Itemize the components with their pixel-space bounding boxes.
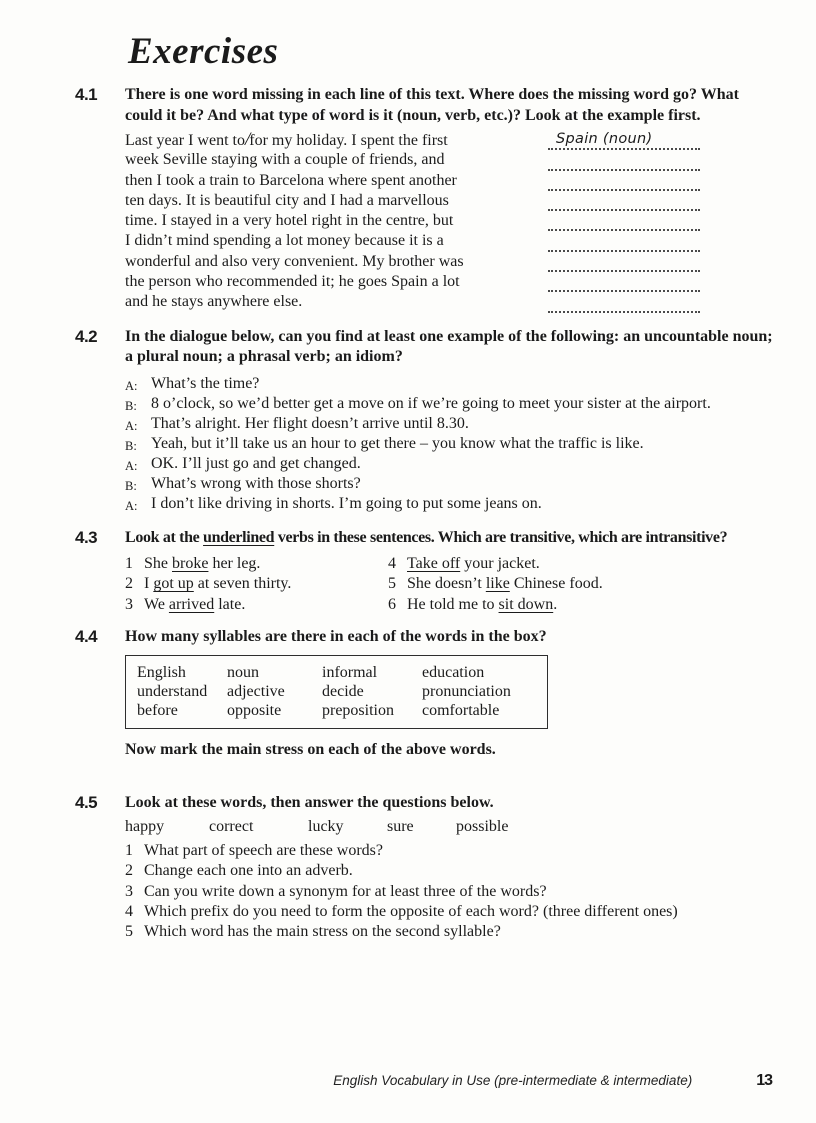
dialogue-line bbox=[125, 374, 774, 394]
dialogue bbox=[125, 374, 774, 514]
sentence-item: 5 She doesn’t like Chinese food. bbox=[388, 575, 603, 593]
exercise-body bbox=[125, 528, 774, 615]
answer-blank bbox=[548, 255, 700, 272]
exercise-body bbox=[125, 793, 774, 942]
passage-text: ten days. It is beautiful city and I had a marvellous bbox=[125, 191, 449, 209]
gap-fill-passage bbox=[125, 130, 774, 313]
speaker-label: B: bbox=[125, 438, 137, 453]
word-item: lucky bbox=[308, 817, 344, 835]
underlined-verb: sit down bbox=[498, 595, 554, 613]
answer-blank bbox=[548, 235, 700, 252]
followup-instruction: Now mark the main stress on each of the above words. bbox=[125, 741, 496, 759]
underlined-verb: broke bbox=[172, 555, 209, 573]
box-word: understand bbox=[137, 682, 208, 700]
exercise-instruction: Look at the underlined verbs in these sentences. Which are transitive, which are intransitive? bbox=[125, 528, 728, 546]
word-item: happy bbox=[125, 817, 165, 835]
dialogue-text: I don’t like driving in shorts. I’m going to put some jeans on. bbox=[151, 494, 542, 512]
exercise-number: 4.5 bbox=[75, 793, 98, 813]
speaker-label: A: bbox=[125, 418, 138, 433]
answer-blank bbox=[548, 154, 700, 171]
exercise-number: 4.3 bbox=[75, 527, 98, 547]
question-item: 4 Which prefix do you need to form the opposite of each word? (three different ones) bbox=[125, 902, 678, 920]
underlined-verb: got up bbox=[153, 575, 194, 593]
underlined-verb: arrived bbox=[168, 595, 215, 613]
box-word: decide bbox=[322, 682, 364, 700]
box-word: comfortable bbox=[422, 702, 500, 720]
dialogue-text: Yeah, but it’ll take us an hour to get there – you know what the traffic is like. bbox=[151, 434, 644, 452]
dialogue-line bbox=[125, 454, 774, 474]
exercise-4-2 bbox=[75, 327, 774, 514]
passage-text: week Seville staying with a couple of friends, and bbox=[125, 151, 445, 169]
question-list bbox=[125, 841, 774, 942]
sentence-item: 2 I got up at seven thirty. bbox=[125, 575, 292, 593]
answer-blank bbox=[548, 194, 700, 211]
page-footer bbox=[333, 1072, 772, 1090]
box-word: opposite bbox=[227, 702, 282, 720]
box-word: informal bbox=[322, 663, 378, 681]
passage-text: then I took a train to Barcelona where spent another bbox=[125, 171, 457, 189]
passage-line bbox=[125, 211, 774, 231]
passage-line bbox=[125, 272, 774, 292]
speaker-label: A: bbox=[125, 458, 138, 473]
word-item: possible bbox=[456, 817, 509, 835]
passage-text: the person who recommended it; he goes Spain a lot bbox=[125, 273, 460, 291]
box-word: preposition bbox=[322, 702, 394, 720]
dialogue-text: What’s the time? bbox=[151, 374, 260, 392]
insertion-caret: / bbox=[244, 129, 250, 150]
exercise-number: 4.4 bbox=[75, 627, 98, 647]
underlined-verb: like bbox=[485, 575, 510, 593]
answer-blank bbox=[548, 174, 700, 191]
answer-blank bbox=[548, 296, 700, 313]
passage-text: I didn’t mind spending a lot money because it is a bbox=[125, 232, 444, 250]
footer-book-title: English Vocabulary in Use (pre-intermediate & intermediate) bbox=[333, 1073, 693, 1088]
exercise-body bbox=[125, 85, 774, 313]
sentence-list bbox=[125, 554, 774, 615]
dialogue-line bbox=[125, 474, 774, 494]
exercise-4-3 bbox=[75, 528, 774, 615]
exercise-4-5 bbox=[75, 793, 774, 942]
word-box-row bbox=[137, 663, 536, 682]
dialogue-text: 8 o’clock, so we’d better get a move on if we’re going to meet your sister at the airport. bbox=[151, 394, 711, 412]
box-word: English bbox=[137, 663, 186, 681]
box-word: pronunciation bbox=[422, 682, 511, 700]
handwritten-answer: Spain (noun) bbox=[556, 131, 653, 147]
exercise-number: 4.1 bbox=[75, 85, 98, 104]
dialogue-line bbox=[125, 494, 774, 514]
box-word: noun bbox=[227, 663, 259, 681]
question-item: 2 Change each one into an adverb. bbox=[125, 862, 353, 880]
passage-line bbox=[125, 130, 774, 150]
dialogue-line bbox=[125, 414, 774, 434]
answer-blank bbox=[548, 214, 700, 231]
exercise-number: 4.2 bbox=[75, 326, 98, 346]
underlined-verb: Take off bbox=[407, 555, 461, 573]
dialogue-text: That’s alright. Her flight doesn’t arrive until 8.30. bbox=[151, 414, 469, 432]
answer-blank bbox=[548, 133, 700, 150]
box-word: before bbox=[137, 702, 178, 720]
page-title: Exercises bbox=[128, 31, 279, 72]
speaker-label: B: bbox=[125, 398, 137, 413]
answer-blank bbox=[548, 275, 700, 292]
sentence-item: 4 Take off your jacket. bbox=[388, 555, 540, 573]
passage-line bbox=[125, 191, 774, 211]
dialogue-text: What’s wrong with those shorts? bbox=[151, 474, 361, 492]
passage-text: and he stays anywhere else. bbox=[125, 293, 303, 311]
word-item: sure bbox=[387, 817, 414, 835]
passage-text: time. I stayed in a very hotel right in the centre, but bbox=[125, 212, 454, 230]
exercise-instruction: There is one word missing in each line of this text. Where does the missing word go? What could it be? And what type of word is it (noun, verb, etc.)? Look at the example first. bbox=[125, 86, 739, 124]
word-item: correct bbox=[209, 817, 254, 835]
exercise-4-4 bbox=[75, 627, 774, 759]
word-box-row bbox=[137, 682, 536, 701]
word-box bbox=[125, 655, 548, 730]
dialogue-line bbox=[125, 434, 774, 454]
word-box-row bbox=[137, 701, 536, 720]
speaker-label: A: bbox=[125, 378, 138, 393]
passage-line bbox=[125, 150, 774, 170]
question-item: 5 Which word has the main stress on the second syllable? bbox=[125, 923, 501, 941]
dialogue-line bbox=[125, 394, 774, 414]
sentence-item: 3 We arrived late. bbox=[125, 595, 246, 613]
passage-line bbox=[125, 171, 774, 191]
exercise-4-1 bbox=[75, 85, 774, 313]
sentence-item: 1 She broke her leg. bbox=[125, 555, 261, 573]
exercise-body bbox=[125, 627, 774, 759]
dialogue-text: OK. I’ll just go and get changed. bbox=[151, 454, 361, 472]
box-word: education bbox=[422, 663, 485, 681]
passage-line bbox=[125, 252, 774, 272]
passage-line bbox=[125, 292, 774, 312]
question-item: 1 What part of speech are these words? bbox=[125, 841, 383, 859]
speaker-label: B: bbox=[125, 478, 137, 493]
exercise-body bbox=[125, 327, 774, 514]
passage-text: wonderful and also very convenient. My brother was bbox=[125, 252, 464, 270]
exercise-instruction: Look at these words, then answer the questions below. bbox=[125, 794, 494, 812]
passage-text: Last year I went to/for my holiday. I spent the first bbox=[125, 129, 448, 150]
speaker-label: A: bbox=[125, 498, 138, 513]
exercise-instruction: In the dialogue below, can you find at least one example of the following: an uncountable noun; a plural noun; a phrasal verb; an idiom? bbox=[125, 327, 773, 366]
passage-line bbox=[125, 231, 774, 251]
question-item: 3 Can you write down a synonym for at least three of the words? bbox=[125, 882, 547, 900]
word-list bbox=[125, 816, 774, 837]
box-word: adjective bbox=[227, 682, 285, 700]
page-number: 13 bbox=[756, 1072, 772, 1089]
sentence-item: 6 He told me to sit down. bbox=[388, 595, 558, 613]
exercise-instruction: How many syllables are there in each of the words in the box? bbox=[125, 628, 547, 646]
